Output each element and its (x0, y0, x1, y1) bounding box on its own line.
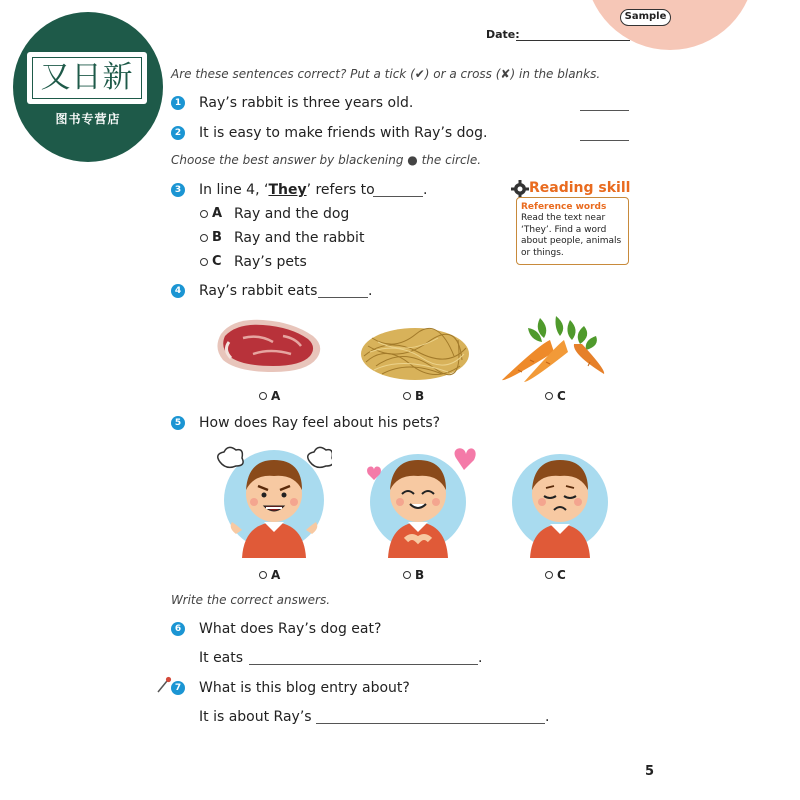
logo-subtitle: 图书专营店 (55, 112, 121, 126)
question-5-text: How does Ray feel about his pets? (199, 415, 441, 431)
instruction-blacken: Choose the best answer by blackening ● the circle. (171, 153, 482, 167)
option-circle-4c[interactable] (545, 392, 553, 400)
carrot-image (500, 314, 612, 384)
meat-image (213, 314, 327, 376)
question-3-suffix: ’ refers to (306, 182, 375, 198)
page-number: 5 (645, 764, 655, 779)
option-circle-4b[interactable] (403, 392, 411, 400)
question-6-answer-prefix: It eats (199, 650, 244, 666)
option-circle-5c[interactable] (545, 571, 553, 579)
question-4-text: Ray’s rabbit eats (199, 283, 318, 299)
sample-badge: Sample (620, 9, 671, 26)
question-3-end: . (423, 182, 428, 198)
date-label: Date: (486, 28, 520, 41)
option-label-5a: A (271, 568, 281, 582)
option-text-3a: Ray and the dog (234, 206, 350, 222)
option-letter-3c: C (212, 254, 222, 269)
option-circle-3c[interactable] (200, 258, 208, 266)
question-6-answer-blank[interactable] (249, 664, 478, 665)
option-label-5b: B (415, 568, 425, 582)
question-number-1: 1 (171, 96, 185, 110)
question-number-3: 3 (171, 183, 185, 197)
option-circle-3b[interactable] (200, 234, 208, 242)
corner-decoration (585, 0, 755, 50)
question-2-text: It is easy to make friends with Ray’s dog. (199, 125, 488, 141)
question-number-4: 4 (171, 284, 185, 298)
option-letter-3b: B (212, 230, 222, 245)
option-circle-5b[interactable] (403, 571, 411, 579)
question-number-5: 5 (171, 416, 185, 430)
question-6-text: What does Ray’s dog eat? (199, 621, 382, 637)
answer-blank-1[interactable] (580, 110, 629, 111)
question-7-answer-prefix: It is about Ray’s (199, 709, 312, 725)
instruction-tick-cross: Are these sentences correct? Put a tick (✔) or a cross (✘) in the blanks. (171, 67, 601, 81)
question-3-text (199, 182, 375, 198)
option-text-3c: Ray’s pets (234, 254, 307, 270)
option-label-4b: B (415, 389, 425, 403)
answer-blank-2[interactable] (580, 140, 629, 141)
option-circle-5a[interactable] (259, 571, 267, 579)
option-label-4a: A (271, 389, 281, 403)
question-1-text: Ray’s rabbit is three years old. (199, 95, 414, 111)
option-text-3b: Ray and the rabbit (234, 230, 365, 246)
hay-image (358, 316, 472, 384)
question-7-text: What is this blog entry about? (199, 680, 410, 696)
question-3-blank[interactable] (373, 196, 423, 197)
instruction-write: Write the correct answers. (171, 593, 331, 607)
option-letter-3a: A (212, 206, 223, 221)
angry-boy-image (214, 442, 332, 558)
option-label-4c: C (557, 389, 566, 403)
date-field[interactable] (516, 40, 630, 41)
option-circle-4a[interactable] (259, 392, 267, 400)
question-4-end: . (368, 283, 373, 299)
reading-skill-heading: Reference words (521, 202, 607, 212)
question-number-6: 6 (171, 622, 185, 636)
question-3-keyword: They (268, 182, 307, 198)
option-circle-3a[interactable] (200, 210, 208, 218)
question-6-end: . (478, 650, 483, 666)
question-7-answer-blank[interactable] (316, 723, 545, 724)
happy-boy-image (358, 440, 476, 558)
question-3-prefix: In line 4, ‘ (199, 182, 269, 198)
option-label-5c: C (557, 568, 566, 582)
reading-skill-body: Read the text near ‘They’. Find a word about people, animals or things. (521, 213, 622, 258)
question-7-end: . (545, 709, 550, 725)
question-4-blank[interactable] (318, 297, 368, 298)
question-number-2: 2 (171, 126, 185, 140)
pencil-icon (156, 676, 172, 694)
sad-boy-image (500, 442, 618, 558)
logo-title: 又日新 (40, 60, 134, 95)
question-number-7: 7 (171, 681, 185, 695)
reading-skill-title: Reading skill (529, 180, 631, 196)
